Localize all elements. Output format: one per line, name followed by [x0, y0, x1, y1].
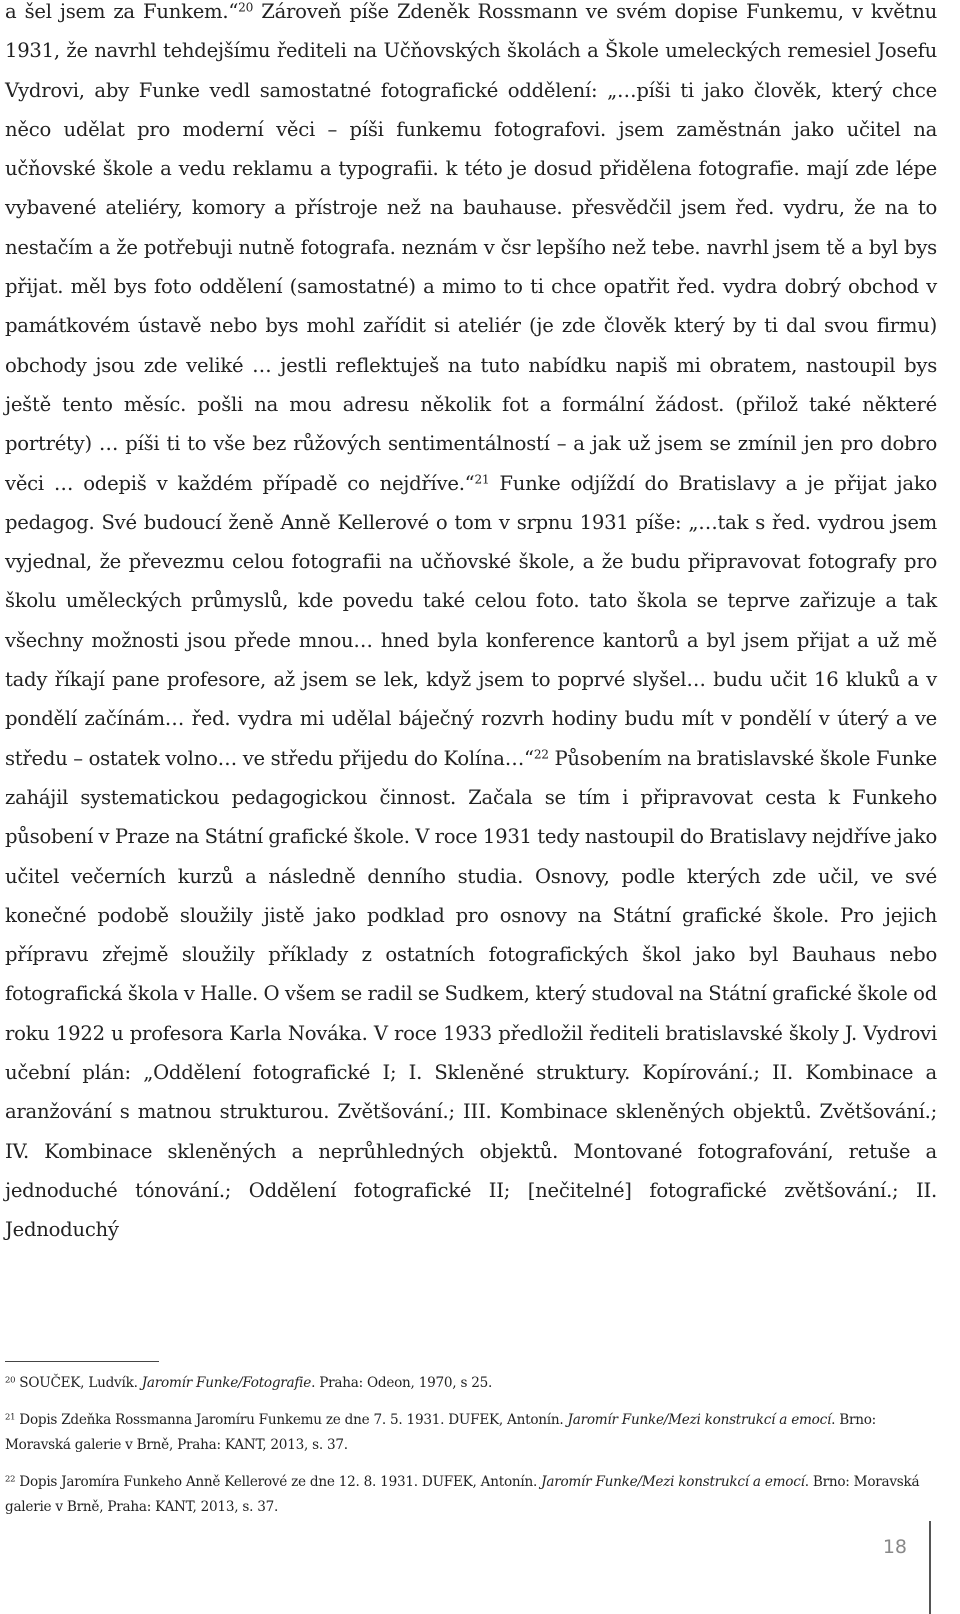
body-text [5, 0, 937, 1250]
footnote-reference: 21 [474, 471, 490, 486]
body-text-segment: Zároveň píše Zdeněk Rossmann ve svém dopise Funkemu, v květnu 1931, že navrhl tehdejšímu řediteli na Učňovských školách a Škole umeleckých remesiel Josefu Vydrovi, aby Funke vedl samostatné fotografické oddělení: „…píši ti jako člověk, který chce něco udělat pro moderní věci – píši funkemu fotografovi. jsem zaměstnán jako učitel na učňovské škole a vedu reklamu a typografii. k této je dosud přidělena fotografie. mají zde lépe vybavené ateliéry, komory a přístroje než na bauhause. přesvědčil jsem řed. vydru, že na to nestačím a že potřebuji nutně fotografa. neznám v čsr lepšího než tebe. navrhl jsem tě a byl bys přijat. měl bys foto oddělení (samostatné) a mimo to ti chce opatřit řed. vydra dobrý obchod v památkovém ústavě nebo bys mohl zařídit si ateliér (je zde člověk který by ti dal svou firmu) obchody jsou zde veliké … jestli reflektuješ na tuto nabídku napiš mi obratem, nastoupil bys ještě tento měsíc. pošli na mou adresu několik fot a formální žádost. (přilož také některé portréty) … píši ti to vše bez růžových sentimentálností – a jak už jsem se zmínil jen pro dobro věci … odepiš v každém případě co nejdříve.“ [5, 0, 937, 495]
footnote-title: Jaromír Funke/Fotografie [141, 1375, 312, 1391]
body-text-segment: Působením na bratislavské škole Funke zahájil systematickou pedagogickou činnost. Začala se tím i připravovat cesta k Funkeho působení v Praze na Státní grafické škole. V roce 1931 tedy nastoupil do Bratislavy nejdříve jako učitel večerních kurzů a následně denního studia. Osnovy, podle kterých zde učil, ve své konečné podobě sloužily jistě jako podklad pro osnovy na Státní grafické škole. Pro jejich přípravu zřejmě sloužily příklady z ostatních fotografických škol jako byl Bauhaus nebo fotografická škola v Halle. O všem se radil se Sudkem, který studoval na Státní grafické škole od roku 1922 u profesora Karla Nováka. V roce 1933 předložil řediteli bratislavské školy J. Vydrovi učební plán: „Oddělení fotografické I; I. Skleněné struktury. Kopírování.; II. Kombinace a aranžování s matnou strukturou. Zvětšování.; III. Kombinace skleněných objektů. Zvětšování.; IV. Kombinace skleněných a neprůhledných objektů. Montované fotografování, retuše a jednoduché tónování.; Oddělení fotografické II; [nečitelné] fotografické zvětšování.; II. Jednoduchý [5, 746, 937, 1242]
body-text-segment: Funke odjíždí do Bratislavy a je přijat jako pedagog. Své budoucí ženě Anně Kellerové o tom v srpnu 1931 píše: „…tak s řed. vydrou jsem vyjednal, že převezmu celou fotografii na učňovské škole, a že budu připravovat fotografy pro školu uměleckých průmyslů, kde povedu také celou foto. tato škola se teprve zařizuje a tak všechny možnosti jsou přede mnou… hned byla konference kantorů a byl jsem přijat a už mě tady říkají pane profesore, až jsem se lek, když jsem to poprvé slyšel… budu učit 16 kluků a v pondělí začínám… řed. vydra mi udělal báječný rozvrh hodiny budu mít v pondělí v úterý a ve středu – ostatek volno… ve středu přijedu do Kolína…“ [5, 471, 937, 770]
footnote-text: . Brno: Moravská galerie v Brně, Praha: KANT, 2013, s. 37. [5, 1473, 920, 1515]
footnote-text: SOUČEK, Ludvík. [15, 1375, 142, 1391]
footnote [5, 1371, 935, 1397]
footnote-title: Jaromír Funke/Mezi konstrukcí a emocí [567, 1411, 832, 1428]
footnote-number: 21 [5, 1410, 16, 1421]
footnote-text: Dopis Jaromíra Funkeho Anně Kellerové ze dne 12. 8. 1931. DUFEK, Antonín. [15, 1473, 542, 1490]
footnote-text: . Praha: Odeon, 1970, s 25. [311, 1375, 493, 1391]
footnote [5, 1470, 935, 1521]
footnotes [5, 1371, 935, 1532]
footnote-reference: 22 [533, 746, 549, 761]
page-edge-marker [929, 1521, 939, 1614]
footnote-divider [5, 1361, 159, 1362]
footnote-text: . Brno: Moravská galerie v Brně, Praha: KANT, 2013, s. 37. [5, 1411, 876, 1453]
footnote-number: 22 [5, 1472, 16, 1483]
footnote-number: 20 [5, 1374, 16, 1385]
footnote-text: Dopis Zdeňka Rossmanna Jaromíru Funkemu ze dne 7. 5. 1931. DUFEK, Antonín. [15, 1411, 568, 1428]
footnote [5, 1408, 935, 1459]
footnote-title: Jaromír Funke/Mezi konstrukcí a emocí [541, 1473, 805, 1490]
body-paragraph [5, 0, 937, 1250]
footnote-reference: 20 [238, 0, 254, 15]
page-number: 18 [882, 1536, 907, 1558]
body-text-segment: a šel jsem za Funkem.“ [5, 0, 239, 23]
